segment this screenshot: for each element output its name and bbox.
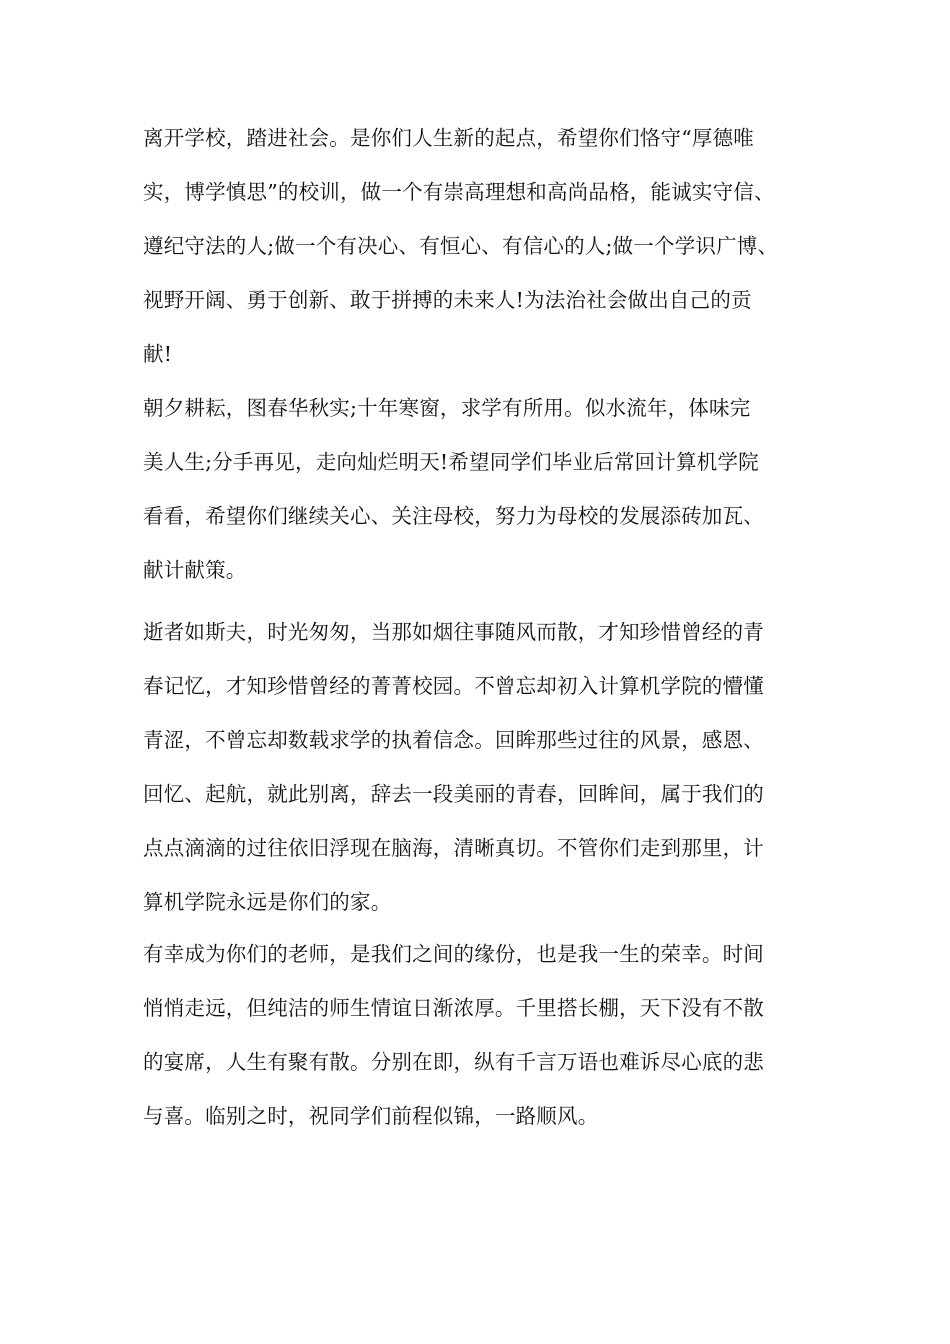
text-line: 悄悄走远，但纯洁的师生情谊日渐浓厚。千里搭长棚，天下没有不散	[143, 996, 764, 1020]
text-line: 与喜。临别之时，祝同学们前程似锦，一路顺风。	[143, 1104, 599, 1128]
text-line: 看看，希望你们继续关心、关注母校，努力为母校的发展添砖加瓦、	[143, 504, 764, 528]
text-line: 算机学院永远是你们的家。	[143, 890, 392, 914]
text-line: 春记忆，才知珍惜曾经的菁菁校园。不曾忘却初入计算机学院的懵懂	[143, 674, 764, 698]
text-line: 逝者如斯夫，时光匆匆，当那如烟往事随风而散，才知珍惜曾经的青	[143, 620, 764, 644]
text-line: 回忆、起航，就此别离，辞去一段美丽的青春，回眸间，属于我们的	[143, 782, 764, 806]
text-line: 朝夕耕耘，图春华秋实;十年寒窗，求学有所用。似水流年，体味完	[143, 396, 751, 420]
text-line: 美人生;分手再见，走向灿烂明天!希望同学们毕业后常回计算机学院	[143, 450, 759, 474]
text-line: 视野开阔、勇于创新、敢于拼搏的未来人!为法治社会做出自己的贡	[143, 288, 752, 312]
paragraph-1	[143, 111, 823, 381]
text-line: 的宴席，人生有聚有散。分别在即，纵有千言万语也难诉尽心底的悲	[143, 1050, 764, 1074]
text-line: 实，博学慎思”的校训，做一个有崇高理想和高尚品格，能诚实守信、	[143, 180, 775, 204]
text-line: 有幸成为你们的老师，是我们之间的缘份，也是我一生的荣幸。时间	[143, 942, 764, 966]
paragraph-3	[143, 605, 823, 929]
paragraph-4	[143, 927, 823, 1143]
text-line: 离开学校，踏进社会。是你们人生新的起点，希望你们恪守“厚德唯	[143, 126, 754, 150]
text-line: 献!	[143, 342, 173, 366]
text-line: 献计献策。	[143, 558, 247, 582]
paragraph-2	[143, 381, 823, 597]
text-line: 点点滴滴的过往依旧浮现在脑海，清晰真切。不管你们走到那里，计	[143, 836, 764, 860]
text-line: 青涩，不曾忘却数载求学的执着信念。回眸那些过往的风景，感恩、	[143, 728, 764, 752]
text-line: 遵纪守法的人;做一个有决心、有恒心、有信心的人;做一个学识广博、	[143, 234, 779, 258]
